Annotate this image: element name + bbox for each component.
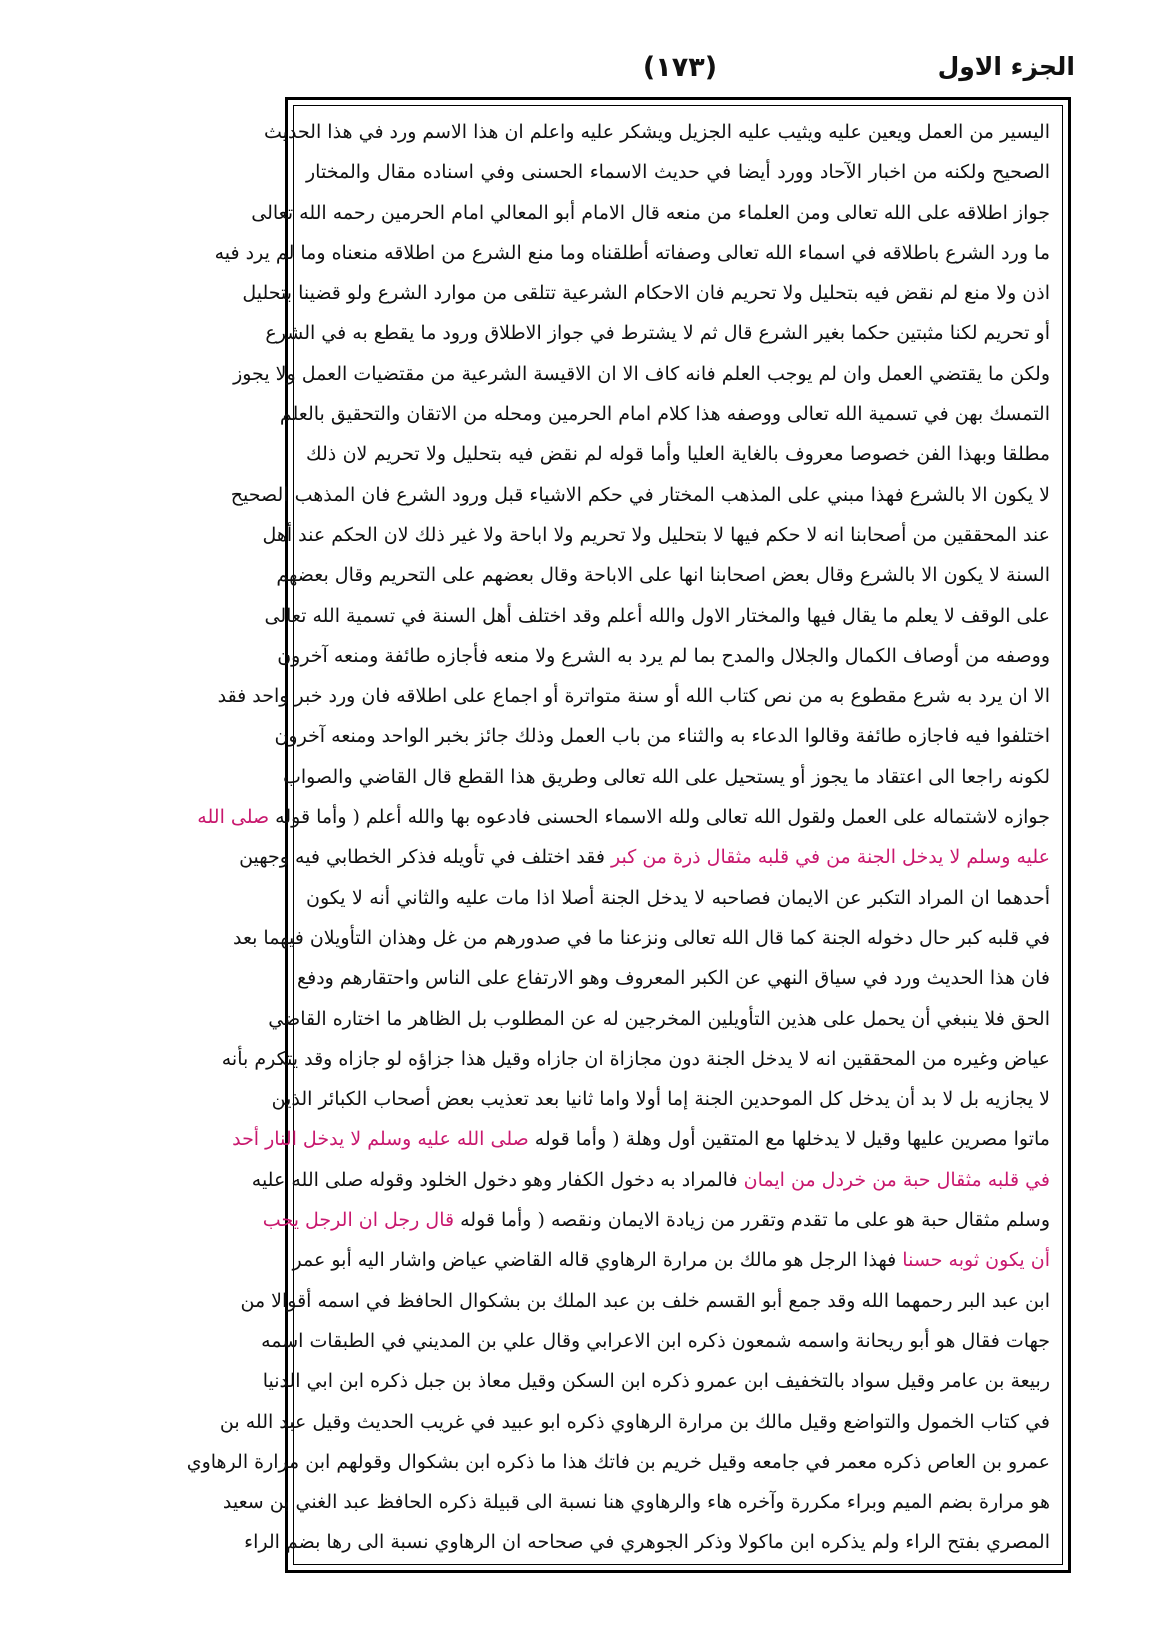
text-segment: جوازه لاشتماله على العمل ولقول الله تعالى ولله الاسماء الحسنى فادعوه بها والله أعلم ( وأما قوله	[269, 806, 1050, 829]
text-line	[261, 1321, 1050, 1361]
text-line	[232, 1119, 1050, 1159]
text-line	[292, 1240, 1050, 1280]
hadith-quote: عليه وسلم لا يدخل الجنة من في قلبه مثقال ذرة من كبر	[611, 846, 1050, 869]
text-segment: عند المحققين من أصحابنا انه لا حكم فيها لا بتحليل ولا تحريم ولا اباحة ولا غير ذلك لان الحكم عند أهل	[262, 523, 1050, 546]
text-segment: هو مرارة بضم الميم وبراء مكررة وآخره هاء والرهاوي هنا نسبة الى قبيلة ذكره الحافظ عبد الغني بن سعيد	[222, 1491, 1050, 1514]
page-frame	[186, 97, 1071, 1573]
text-segment: المصري بفتح الراء ولم يذكره ابن ماكولا وذكر الجوهري في صحاحه ان الرهاوي نسبة الى رها بضم الراء	[244, 1531, 1050, 1554]
hadith-quote: قال رجل ان الرجل يحب	[262, 1209, 455, 1232]
text-segment: الا ان يرد به شرع مقطوع به من نص كتاب الله أو سنة متواترة أو اجماع على اطلاقه فان ورد خبر واحد فقد	[217, 685, 1050, 708]
text-line	[186, 1442, 1050, 1482]
hadith-quote: صلى الله عليه وسلم لا يدخل النار أحد	[232, 1128, 529, 1151]
text-line	[239, 837, 1050, 877]
text-line	[221, 1039, 1050, 1079]
volume-label: الجزء الاول	[937, 52, 1075, 81]
text-segment: ماتوا مصرين عليها وقيل لا يدخلها مع المتقين أول وهلة ( وأما قوله	[528, 1128, 1050, 1151]
text-segment: جهات فقال هو أبو ريحانة واسمه شمعون ذكره ابن الاعرابي وقال علي بن المديني في الطبقات اسمه	[261, 1329, 1050, 1352]
text-line	[274, 716, 1050, 756]
text-line	[244, 1522, 1050, 1562]
text-line	[306, 152, 1050, 192]
text-segment: أحدهما ان المراد التكبر عن الايمان فصاحبه لا يدخل الجنة أصلا اذا مات عليه والثاني أنه لا يكون	[306, 886, 1050, 909]
page-header	[285, 52, 1075, 92]
text-segment: مطلقا وبهذا الفن خصوصا معروف بالغاية العليا وأما قوله لم نقض فيه بتحليل ولا تحريم لان ذلك	[306, 443, 1050, 466]
text-line	[264, 596, 1050, 636]
text-line	[262, 515, 1050, 555]
text-body	[186, 112, 1050, 1560]
text-line	[271, 1079, 1050, 1119]
text-segment: فقد اختلف في تأويله فذكر الخطابي فيه وجهين	[239, 846, 612, 869]
text-segment: لا يكون الا بالشرع فهذا مبني على المذهب المختار في حكم الاشياء قبل ورود الشرع فان المذهب الصحيح	[230, 483, 1050, 506]
text-line	[219, 1402, 1050, 1442]
text-segment: فان هذا الحديث ورد في سياق النهي عن الكبر المعروف وهو الارتفاع على الناس واحتقارهم ودفع	[297, 967, 1050, 990]
text-segment: ما ورد الشرع باطلاقه في اسماء الله تعالى وصفاته أطلقناه وما منع الشرع من اطلاقه منعناه وما لم يرد فيه	[214, 241, 1050, 264]
text-line	[217, 676, 1050, 716]
text-segment: ولكن ما يقتضي العمل وان لم يوجب العلم فانه كاف الا ان الاقيسة الشرعية من مقتضيات العمل ولا يجوز	[233, 362, 1050, 385]
text-segment: فالمراد به دخول الكفار وهو دخول الخلود وقوله صلى الله عليه	[251, 1168, 744, 1191]
text-line	[251, 193, 1050, 233]
hadith-quote: في قلبه مثقال حبة من خردل من ايمان	[743, 1168, 1050, 1191]
text-segment: في قلبه كبر حال دخوله الجنة كما قال الله تعالى ونزعنا ما في صدورهم من غل وهذان التأويلان فيهما بعد	[232, 926, 1050, 949]
hadith-quote: صلى الله	[197, 806, 270, 829]
text-segment: وسلم مثقال حبة هو على ما تقدم وتقرر من زيادة الايمان ونقصه ( وأما قوله	[454, 1209, 1050, 1232]
text-line	[197, 797, 1050, 837]
text-line	[240, 1281, 1050, 1321]
text-line	[282, 757, 1050, 797]
text-segment: اختلفوا فيه فاجازه طائفة وقالوا الدعاء به والثناء من باب العمل وذلك جائز بخبر الواحد ومنعه آخرون	[274, 725, 1050, 748]
text-segment: على الوقف لا يعلم ما يقال فيها والمختار الاول والله أعلم وقد اختلف أهل السنة في تسمية الله تعالى	[264, 604, 1050, 627]
text-line	[233, 354, 1050, 394]
text-segment: الصحيح ولكنه من اخبار الآحاد وورد أيضا في حديث الاسماء الحسنى وفي اسناده مقال والمختار	[306, 161, 1050, 184]
text-segment: في كتاب الخمول والتواضع وقيل مالك بن مرارة الرهاوي ذكره ابو عبيد في غريب الحديث وقيل عبد الله بن	[219, 1410, 1050, 1433]
text-segment: فهذا الرجل هو مالك بن مرارة الرهاوي قاله القاضي عياض واشار اليه أبو عمر	[292, 1249, 903, 1272]
text-line	[265, 313, 1050, 353]
text-segment: جواز اطلاقه على الله تعالى ومن العلماء من منعه قال الامام أبو المعالي امام الحرمين رحمه الله تعالى	[251, 201, 1050, 224]
text-line	[268, 999, 1050, 1039]
text-line	[242, 273, 1050, 313]
hadith-quote: أن يكون ثوبه حسنا	[902, 1249, 1050, 1272]
text-segment: السنة لا يكون الا بالشرع وقال بعض اصحابنا انها على الاباحة وقال بعضهم على التحريم وقال بعضهم	[276, 564, 1050, 587]
text-line	[214, 233, 1050, 273]
text-segment: اذن ولا منع لم نقض فيه بتحليل ولا تحريم فان الاحكام الشرعية تتلقى من موارد الشرع ولو قضينا بتحليل	[242, 282, 1050, 305]
text-line	[306, 434, 1050, 474]
text-segment: لكونه راجعا الى اعتقاد ما يجوز أو يستحيل على الله تعالى وطريق هذا القطع قال القاضي والصواب	[282, 765, 1050, 788]
text-segment: اليسير من العمل ويعين عليه ويثيب عليه الجزيل ويشكر عليه واعلم ان هذا الاسم ورد في هذا الحديث	[264, 121, 1050, 143]
text-line	[279, 394, 1050, 434]
text-line	[230, 475, 1050, 515]
text-segment: ابن عبد البر رحمهما الله وقد جمع أبو القسم خلف بن عبد الملك بن بشكوال الحافظ في اسمه أقوالا من	[240, 1289, 1050, 1312]
text-segment: عمرو بن العاص ذكره معمر في جامعه وقيل خريم بن فاتك هذا ما ذكره ابن بشكوال وقولهم ابن مرارة الرهاوي	[186, 1450, 1050, 1473]
text-segment: عياض وغيره من المحققين انه لا يدخل الجنة دون مجازاة ان جازاه وقيل هذا جزاؤه لو جازاه وقد يتكرم بأنه	[221, 1047, 1050, 1070]
text-segment: ربيعة بن عامر وقيل سواد بالتخفيف ابن عمرو ذكره ابن السكن وقيل معاذ بن جبل ذكره ابن ابي الدنيا	[262, 1370, 1050, 1393]
text-segment: ووصفه من أوصاف الكمال والجلال والمدح بما لم يرد به الشرع ولا منعه فأجازه طائفة ومنعه آخرون	[277, 644, 1050, 667]
text-line	[222, 1482, 1050, 1522]
text-line	[232, 918, 1050, 958]
text-segment: التمسك بهن في تسمية الله تعالى ووصفه هذا كلام امام الحرمين ومحله من الاتقان والتحقيق بالعلم	[279, 403, 1050, 426]
text-line	[276, 555, 1050, 595]
text-line	[277, 636, 1050, 676]
text-line	[306, 878, 1050, 918]
text-segment: الحق فلا ينبغي أن يحمل على هذين التأويلين المخرجين له عن المطلوب بل الظاهر ما اختاره القاضي	[268, 1007, 1050, 1030]
text-line	[262, 1200, 1050, 1240]
text-segment: أو تحريم لكنا مثبتين حكما بغير الشرع قال ثم لا يشترط في جواز الاطلاق ورود ما يقطع به في الشرع	[265, 322, 1050, 345]
text-line	[251, 1160, 1050, 1200]
text-line	[264, 112, 1050, 152]
text-line	[262, 1361, 1050, 1401]
text-segment: لا يجازيه بل لا بد أن يدخل كل الموحدين الجنة إما أولا واما ثانيا بعد تعذيب بعض أصحاب الكبائر الذين	[271, 1088, 1050, 1111]
text-line	[297, 958, 1050, 998]
page-number: (١٧٣)	[642, 52, 718, 83]
